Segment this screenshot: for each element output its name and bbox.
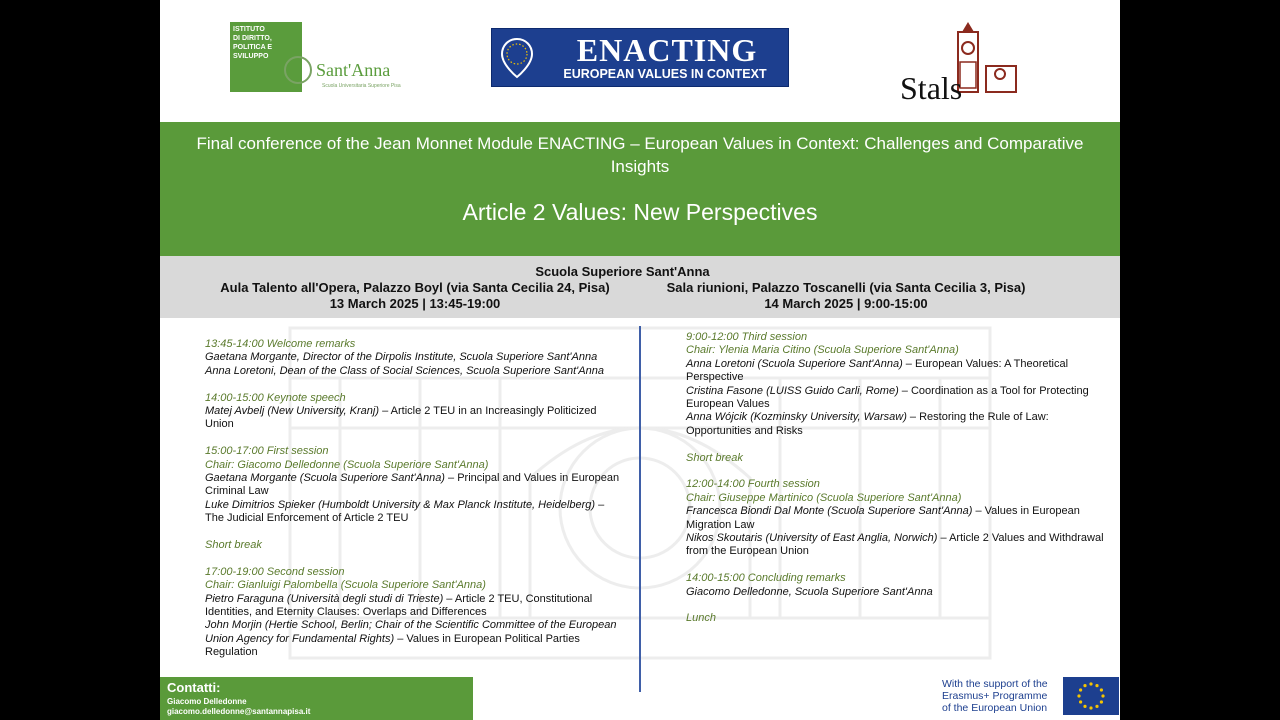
- talk-title: – Article 2 Values and Withdrawal from the European Union: [686, 532, 1104, 558]
- session-time: 14:00-15:00 Concluding remarks: [686, 572, 846, 585]
- eu-location-pin-icon: [500, 37, 534, 79]
- day1-programme: [205, 338, 625, 673]
- santanna-subtitle: Scuola Universitaria Superiore Pisa: [322, 83, 401, 89]
- conference-title: Final conference of the Jean Monnet Module ENACTING – European Values in Context: Challenges and Comparative Insights: [196, 134, 1084, 176]
- speaker-name: John Morjin (Hertie School, Berlin; Chair of the Scientific Committee of the European Union Agency for Fundamental Rights): [205, 619, 617, 645]
- talk-title: – The Judicial Enforcement of Article 2 TEU: [205, 498, 605, 525]
- break-label: Short break: [205, 539, 262, 552]
- session-chair: Chair: Gianluigi Palombella (Scuola Superiore Sant'Anna): [205, 579, 486, 592]
- support-line: of the European Union: [942, 702, 1048, 714]
- support-line: Erasmus+ Programme: [942, 690, 1048, 702]
- speaker-name: Matej Avbelj (New University, Kranj): [205, 405, 380, 418]
- session-time: 17:00-19:00 Second session: [205, 565, 345, 578]
- contact-name: Giacomo Delledonne: [167, 697, 247, 706]
- support-line: With the support of the: [942, 678, 1048, 690]
- session-time: 13:45-14:00 Welcome remarks: [205, 338, 356, 350]
- speaker-line: Anna Loretoni, Dean of the Class of Social Sciences, Scuola Superiore Sant'Anna: [205, 364, 604, 377]
- day2-place: Sala riunioni, Palazzo Toscanelli (via Santa Cecilia 3, Pisa): [666, 280, 1026, 295]
- talk-title: – European Values: A Theoretical Perspective: [686, 357, 1069, 384]
- session-chair: Chair: Ylenia Maria Citino (Scuola Superiore Sant'Anna): [686, 344, 959, 357]
- second-session-block: [205, 566, 625, 660]
- day1-venue: [200, 280, 630, 312]
- talk-title: – Values in European Political Parties Regulation: [205, 632, 580, 659]
- title-banner: [160, 122, 1120, 256]
- contacts-title: Contatti:: [167, 680, 221, 695]
- talk-line: [205, 499, 625, 526]
- session-time: 9:00-12:00 Third session: [686, 331, 808, 343]
- institute-line: ISTITUTO: [233, 26, 265, 33]
- talk-line: [205, 405, 625, 432]
- keynote-block: [205, 392, 625, 432]
- contacts-box: [160, 677, 473, 720]
- speaker-name: Luke Dimitrios Spieker (Humboldt University & Max Planck Institute, Heidelberg): [205, 498, 596, 511]
- break-label: Short break: [686, 451, 743, 464]
- talk-line: [686, 385, 1110, 412]
- speaker-line: Gaetana Morgante, Director of the Dirpolis Institute, Scuola Superiore Sant'Anna: [205, 351, 598, 364]
- talk-line: [686, 411, 1110, 438]
- talk-line: [686, 532, 1110, 559]
- speaker-name: Anna Loretoni (Scuola Superiore Sant'Anna): [686, 357, 903, 370]
- speaker-name: Cristina Fasone (LUISS Guido Carli, Rome): [686, 384, 899, 397]
- enacting-subtitle: EUROPEAN VALUES IN CONTEXT: [563, 67, 767, 81]
- closing-block: [686, 572, 1110, 599]
- third-session-block: [686, 331, 1110, 438]
- talk-title: – Values in European Migration Law: [686, 505, 1080, 531]
- stals-logo: [900, 18, 1030, 104]
- session-time: 12:00-14:00 Fourth session: [686, 478, 820, 491]
- erasmus-support-text: [942, 678, 1062, 714]
- break-block: [686, 452, 1110, 465]
- day2-venue: [650, 280, 1042, 312]
- talk-title: – Principal and Values in European Criminal Law: [205, 472, 620, 498]
- talk-line: [205, 619, 625, 659]
- talk-line: [686, 358, 1110, 385]
- session-chair: Chair: Giacomo Delledonne (Scuola Superiore Sant'Anna): [205, 458, 489, 471]
- talk-title: – Coordination as a Tool for Protecting European Values: [686, 384, 1089, 411]
- institute-line: DI DIRITTO,: [233, 35, 272, 42]
- institute-line: SVILUPPO: [233, 53, 269, 60]
- speaker-name: Francesca Biondi Dal Monte (Scuola Superiore Sant'Anna): [686, 505, 973, 518]
- school-name: Scuola Superiore Sant'Anna: [535, 264, 710, 279]
- contact-email[interactable]: giacomo.delledonne@santannapisa.it: [167, 707, 311, 716]
- talk-line: [686, 505, 1110, 532]
- speaker-name: Pietro Faraguna (Università degli studi di Trieste): [205, 592, 444, 605]
- break-block: [205, 539, 625, 552]
- venue-bar: [160, 256, 1120, 318]
- logo-bar: [160, 0, 1120, 122]
- institute-line: POLITICA E: [233, 44, 273, 51]
- day2-programme: [686, 331, 1110, 639]
- lunch-block: [686, 612, 1110, 625]
- day2-date: 14 March 2025 | 9:00-15:00: [764, 296, 928, 311]
- eu-flag: [1063, 677, 1119, 715]
- session-time: 14:00-15:00 Keynote speech: [205, 391, 346, 404]
- lunch-label: Lunch: [686, 612, 716, 625]
- speaker-name: Anna Wójcik (Kozminsky University, Warsaw): [686, 411, 907, 424]
- first-session-block: [205, 445, 625, 525]
- santanna-seal-icon: [284, 56, 312, 84]
- speaker-line: Giacomo Delledonne, Scuola Superiore Sant'Anna: [686, 585, 933, 598]
- talk-line: [205, 593, 625, 620]
- day1-date: 13 March 2025 | 13:45-19:00: [329, 296, 501, 311]
- fourth-session-block: [686, 478, 1110, 558]
- day1-place: Aula Talento all'Opera, Palazzo Boyl (via Santa Cecilia 24, Pisa): [220, 280, 610, 295]
- speaker-name: Nikos Skoutaris (University of East Anglia, Norwich): [686, 532, 938, 545]
- poster: [160, 0, 1120, 720]
- session-chair: Chair: Giuseppe Martinico (Scuola Superiore Sant'Anna): [686, 491, 962, 504]
- talk-title: – Restoring the Rule of Law: Opportunities and Risks: [686, 411, 1049, 437]
- talk-title: – Article 2 TEU, Constitutional Identities, and Eternity Clauses: Overlaps and Differences: [205, 592, 593, 619]
- stals-wordmark: Stals: [900, 70, 963, 106]
- santanna-wordmark: Sant'Anna: [316, 59, 391, 80]
- speaker-name: Gaetana Morgante (Scuola Superiore Sant'Anna): [205, 472, 445, 485]
- eu-stars-icon: [1063, 677, 1119, 715]
- enacting-logo: [491, 28, 789, 87]
- talk-line: [205, 472, 625, 499]
- talk-title: – Article 2 TEU in an Increasingly Politicized Union: [205, 405, 597, 431]
- column-divider: [639, 326, 641, 692]
- enacting-title: ENACTING: [576, 32, 758, 68]
- welcome-block: [205, 338, 625, 378]
- session-time: 15:00-17:00 First session: [205, 445, 329, 458]
- event-title: Article 2 Values: New Perspectives: [462, 199, 818, 225]
